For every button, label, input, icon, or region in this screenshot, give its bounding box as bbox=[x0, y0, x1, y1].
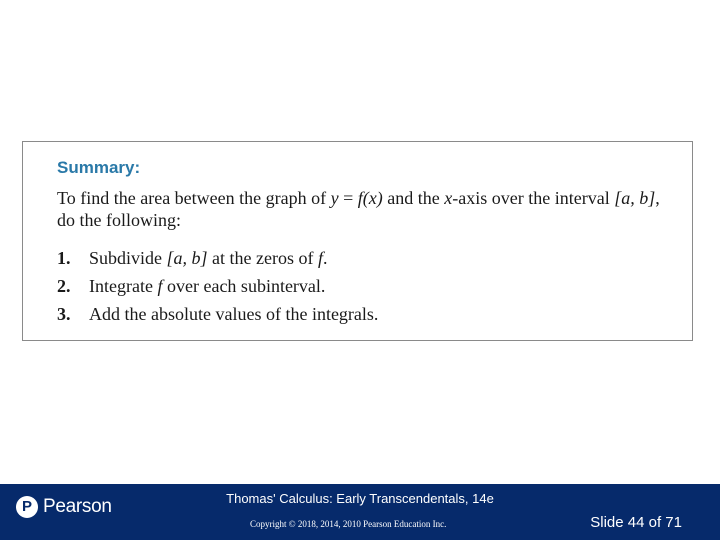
step-number: 1. bbox=[57, 248, 71, 268]
step-text bbox=[89, 272, 325, 300]
pearson-logo-icon: P bbox=[16, 496, 38, 518]
pearson-logo-text: Pearson bbox=[43, 496, 112, 517]
step-text-pre: Subdivide bbox=[89, 248, 167, 268]
step-text bbox=[89, 300, 378, 328]
summary-title: Summary: bbox=[57, 158, 141, 177]
book-title: Thomas' Calculus: Early Transcendentals, 14e bbox=[226, 491, 494, 506]
summary-box bbox=[22, 141, 693, 341]
step-text-post: over each subinterval. bbox=[162, 276, 326, 296]
step-text-pre: Integrate bbox=[89, 276, 158, 296]
step-number: 2. bbox=[57, 276, 71, 296]
intro-text-3: and the bbox=[382, 188, 445, 208]
intro-var-y: y bbox=[330, 188, 339, 208]
intro-text-1: To find the area between the graph of bbox=[57, 188, 331, 208]
step-var-f: f bbox=[317, 248, 323, 268]
intro-text-2: = bbox=[338, 188, 358, 208]
intro-text-4: -axis over the interval bbox=[452, 188, 615, 208]
step-var-interval: [a, b] bbox=[166, 248, 208, 268]
intro-var-x: x bbox=[444, 188, 453, 208]
step-text bbox=[89, 244, 328, 272]
footer-bar bbox=[0, 484, 720, 540]
intro-interval: [a, b] bbox=[614, 188, 656, 208]
copyright-notice: Copyright © 2018, 2014, 2010 Pearson Education Inc. bbox=[250, 519, 447, 529]
step-text-post: . bbox=[323, 248, 328, 268]
intro-var-fx: f(x) bbox=[357, 188, 383, 208]
step-number: 3. bbox=[57, 304, 71, 324]
intro-text-5: , do the following: bbox=[57, 188, 660, 230]
summary-intro bbox=[57, 187, 677, 231]
slide-number: Slide 44 of 71 bbox=[590, 514, 682, 531]
step-text-pre: Add the absolute values of the integrals. bbox=[89, 304, 379, 324]
step-var-f: f bbox=[157, 276, 163, 296]
step-text-mid: at the zeros of bbox=[207, 248, 318, 268]
